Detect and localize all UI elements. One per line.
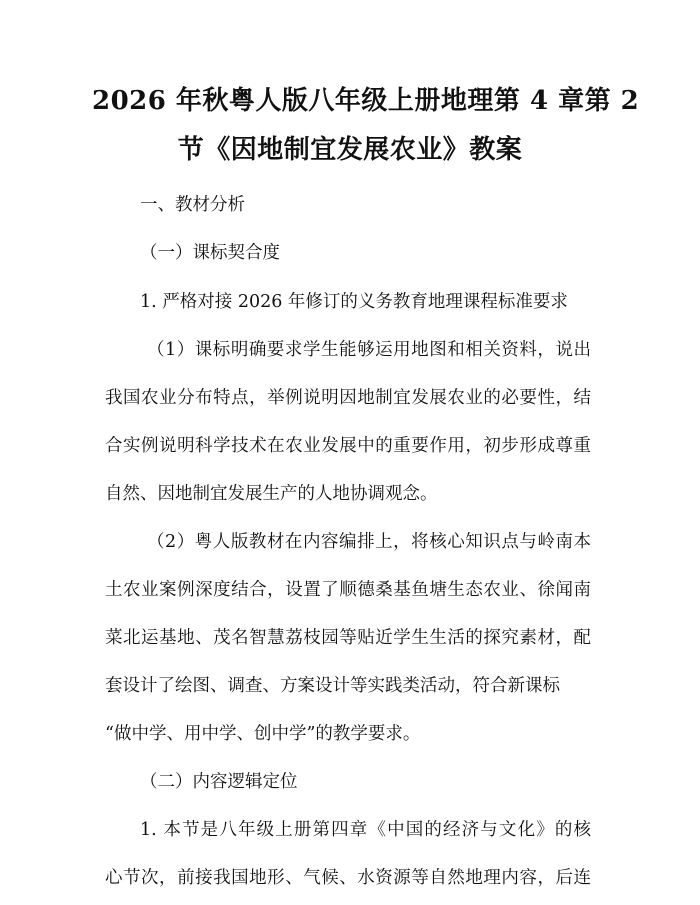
paragraph-line: 土农业案例深度结合，设置了顺德桑基鱼塘生态农业、徐闻南 [105, 580, 591, 600]
section-heading: 一、教材分析 [140, 195, 245, 215]
document-title-line-2: 节《因地制宜发展农业》教案 [177, 135, 523, 165]
subsection-heading: （一）课标契合度 [140, 243, 280, 263]
paragraph-line: 菜北运基地、茂名智慧荔枝园等贴近学生生活的探究素材，配 [105, 628, 591, 648]
paragraph-line: 我国农业分布特点，举例说明因地制宜发展农业的必要性，结 [105, 388, 591, 408]
paragraph-line: 自然、因地制宜发展生产的人地协调观念。 [105, 484, 438, 504]
paragraph-line: “做中学、用中学、创中学”的教学要求。 [105, 724, 421, 744]
paragraph-line: 合实例说明科学技术在农业发展中的重要作用，初步形成尊重 [105, 436, 591, 456]
paragraph-line: 套设计了绘图、调查、方案设计等实践类活动，符合新课标 [105, 676, 560, 696]
document-title-line-1: 2026 年秋粤人版八年级上册地理第 4 章第 2 [92, 86, 640, 116]
paragraph-line: （1）课标明确要求学生能够运用地图和相关资料，说出 [147, 340, 591, 360]
paragraph-line: 心节次，前接我国地形、气候、水资源等自然地理内容，后连 [105, 868, 591, 888]
numbered-item: 1. 本节是八年级上册第四章《中国的经济与文化》的核 [140, 820, 591, 840]
numbered-item: 1. 严格对接 2026 年修订的义务教育地理课程标准要求 [140, 292, 568, 312]
subsection-heading: （二）内容逻辑定位 [140, 772, 298, 792]
paragraph-line: （2）粤人版教材在内容编排上，将核心知识点与岭南本 [147, 532, 591, 552]
